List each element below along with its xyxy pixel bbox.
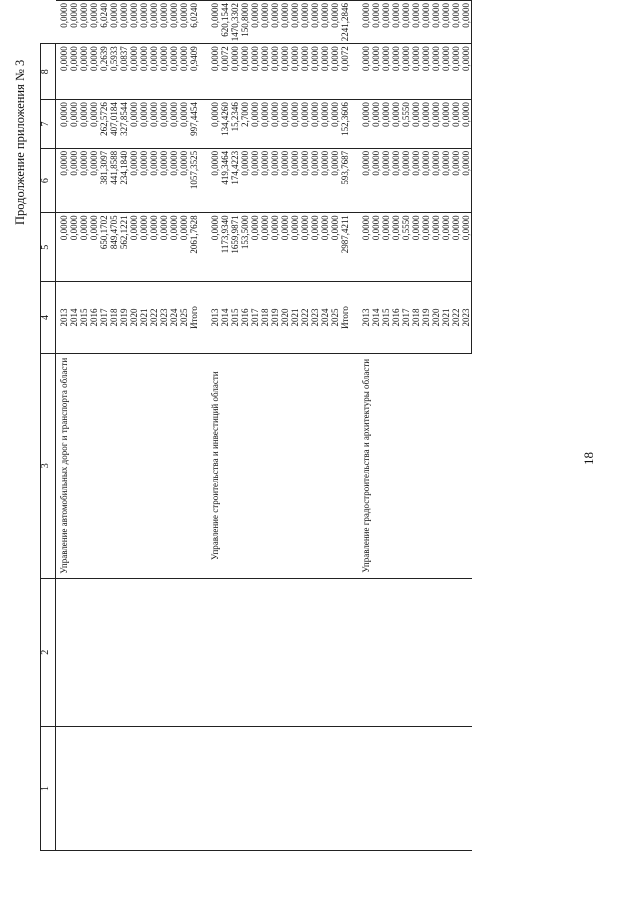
- value-cell-c7: 0,0000: [179, 44, 189, 100]
- table-row: [207, 1, 220, 851]
- organization-cell: [207, 353, 358, 578]
- year-cell: 2019: [270, 282, 280, 354]
- value-cell-c4: 0,0000: [371, 213, 381, 282]
- value-cell-c4: 0,0000: [149, 213, 159, 282]
- value-cell-c5: 0,0000: [381, 148, 391, 212]
- value-cell-c8: 0,0000: [159, 1, 169, 44]
- value-cell-c7: 0,0000: [280, 44, 290, 100]
- organization-cell: [358, 353, 472, 578]
- year-cell: 2015: [79, 282, 89, 354]
- value-cell-c7: 0,0000: [149, 44, 159, 100]
- value-cell-c4: 0,0000: [391, 213, 401, 282]
- value-cell-c6: 0,0000: [56, 100, 70, 149]
- year-cell: 2019: [119, 282, 129, 354]
- value-cell-c7: 0,0000: [391, 44, 401, 100]
- col-2-cell: [358, 578, 472, 726]
- value-cell-c6: 0,0000: [441, 100, 451, 149]
- year-cell: 2016: [240, 282, 250, 354]
- year-cell: 2020: [280, 282, 290, 354]
- col-1-cell: [358, 726, 472, 850]
- value-cell-c8: 2241,2846: [340, 1, 358, 44]
- value-cell-c5: 0,0000: [401, 148, 411, 212]
- page-number: 18: [581, 452, 596, 465]
- value-cell-c6: 0,0000: [139, 100, 149, 149]
- value-cell-c4: 0,0000: [56, 213, 70, 282]
- value-cell-c6: 0,5550: [401, 100, 411, 149]
- value-cell-c8: 6,0240: [99, 1, 109, 44]
- value-cell-c8: 0,0000: [260, 1, 270, 44]
- value-cell-c7: 0,0000: [358, 44, 371, 100]
- value-cell-c5: 593,7687: [340, 148, 358, 212]
- value-cell-c4: 0,0000: [129, 213, 139, 282]
- value-cell-c8: 0,0000: [431, 1, 441, 44]
- value-cell-c8: 0,0000: [79, 1, 89, 44]
- value-cell-c6: 0,0000: [179, 100, 189, 149]
- value-cell-c6: 0,0000: [159, 100, 169, 149]
- value-cell-c4: 0,0000: [69, 213, 79, 282]
- value-cell-c4: 0,0000: [421, 213, 431, 282]
- value-cell-c6: 0,0000: [371, 100, 381, 149]
- year-cell: 2023: [461, 282, 472, 354]
- value-cell-c6: 0,0000: [79, 100, 89, 149]
- value-cell-c5: 0,0000: [179, 148, 189, 212]
- year-cell: Итого: [189, 282, 207, 354]
- value-cell-c5: 0,0000: [260, 148, 270, 212]
- value-cell-c6: 0,0000: [381, 100, 391, 149]
- year-cell: 2017: [250, 282, 260, 354]
- value-cell-c8: 0,0000: [149, 1, 159, 44]
- value-cell-c7: 0,0000: [401, 44, 411, 100]
- value-cell-c5: 0,0000: [89, 148, 99, 212]
- year-cell: 2014: [69, 282, 79, 354]
- organization-name: Управление строительства и инвестиций области: [210, 371, 220, 561]
- value-cell-c6: 0,0000: [391, 100, 401, 149]
- value-cell-c6: 0,0000: [330, 100, 340, 149]
- value-cell-c8: 0,0000: [207, 1, 220, 44]
- value-cell-c8: 0,0000: [169, 1, 179, 44]
- year-cell: Итого: [340, 282, 358, 354]
- column-number: 5: [41, 213, 56, 282]
- value-cell-c6: 0,0000: [250, 100, 260, 149]
- value-cell-c7: 0,0000: [381, 44, 391, 100]
- value-cell-c7: 0,0000: [461, 44, 472, 100]
- value-cell-c6: 0,0000: [411, 100, 421, 149]
- value-cell-c4: 0,0000: [461, 213, 472, 282]
- value-cell-c6: 0,0000: [290, 100, 300, 149]
- value-cell-c6: 0,0000: [89, 100, 99, 149]
- value-cell-c4: 0,0000: [207, 213, 220, 282]
- value-cell-c8: 0,0000: [451, 1, 461, 44]
- value-cell-c8: 0,0000: [290, 1, 300, 44]
- value-cell-c7: 0,0000: [411, 44, 421, 100]
- value-cell-c6: 0,0000: [129, 100, 139, 149]
- value-cell-c4: 2987,4211: [340, 213, 358, 282]
- value-cell-c7: 0,0000: [69, 44, 79, 100]
- value-cell-c5: 0,0000: [159, 148, 169, 212]
- column-number: 7: [41, 100, 56, 149]
- year-cell: 2018: [411, 282, 421, 354]
- value-cell-c5: 0,0000: [391, 148, 401, 212]
- value-cell-c8: 0,0000: [310, 1, 320, 44]
- value-cell-c4: 0,0000: [260, 213, 270, 282]
- value-cell-c5: 234,1840: [119, 148, 129, 212]
- value-cell-c8: 0,0000: [300, 1, 310, 44]
- value-cell-c7: 0,0000: [230, 44, 240, 100]
- value-cell-c5: 0,0000: [330, 148, 340, 212]
- value-cell-c6: 0,0000: [280, 100, 290, 149]
- value-cell-c4: 0,0000: [250, 213, 260, 282]
- column-number: 1: [41, 726, 56, 850]
- year-cell: 2013: [358, 282, 371, 354]
- organization-name: Управление градостроительства и архитектуры области: [361, 358, 371, 573]
- column-number: 3: [41, 353, 56, 578]
- value-cell-c8: 0,0000: [411, 1, 421, 44]
- value-cell-c4: 0,0000: [431, 213, 441, 282]
- value-cell-c7: 0,0000: [139, 44, 149, 100]
- value-cell-c5: 0,0000: [461, 148, 472, 212]
- value-cell-c8: 0,0000: [371, 1, 381, 44]
- value-cell-c6: 0,0000: [69, 100, 79, 149]
- value-cell-c6: 0,0000: [310, 100, 320, 149]
- value-cell-c5: 0,0000: [310, 148, 320, 212]
- col-2-cell: [207, 578, 358, 726]
- value-cell-c5: 0,0000: [149, 148, 159, 212]
- value-cell-c8: 0,0000: [320, 1, 330, 44]
- value-cell-c4: 0,0000: [411, 213, 421, 282]
- value-cell-c7: 0,0000: [129, 44, 139, 100]
- year-cell: 2023: [159, 282, 169, 354]
- value-cell-c5: 0,0000: [290, 148, 300, 212]
- year-cell: 2021: [139, 282, 149, 354]
- organization-group: [56, 1, 208, 851]
- value-cell-c6: 0,0000: [169, 100, 179, 149]
- value-cell-c4: 0,0000: [169, 213, 179, 282]
- value-cell-c8: 0,0000: [358, 1, 371, 44]
- value-cell-c5: 0,0000: [139, 148, 149, 212]
- value-cell-c5: 441,8588: [109, 148, 119, 212]
- value-cell-c5: 0,0000: [250, 148, 260, 212]
- value-cell-c7: 0,0000: [431, 44, 441, 100]
- year-cell: 2017: [99, 282, 109, 354]
- value-cell-c4: 0,0000: [381, 213, 391, 282]
- value-cell-c7: 0,0000: [290, 44, 300, 100]
- value-cell-c4: 0,0000: [310, 213, 320, 282]
- year-cell: 2013: [207, 282, 220, 354]
- value-cell-c4: 0,0000: [451, 213, 461, 282]
- value-cell-c5: 0,0000: [320, 148, 330, 212]
- value-cell-c8: 0,0000: [401, 1, 411, 44]
- value-cell-c8: 0,0000: [270, 1, 280, 44]
- value-cell-c6: 0,0000: [431, 100, 441, 149]
- year-cell: 2017: [401, 282, 411, 354]
- value-cell-c6: 997,4454: [189, 100, 207, 149]
- value-cell-c8: 0,0000: [391, 1, 401, 44]
- value-cell-c6: 407,0184: [109, 100, 119, 149]
- year-cell: 2022: [300, 282, 310, 354]
- value-cell-c6: 0,0000: [270, 100, 280, 149]
- year-cell: 2025: [330, 282, 340, 354]
- value-cell-c8: 0,0000: [69, 1, 79, 44]
- value-cell-c7: 0,0000: [260, 44, 270, 100]
- value-cell-c7: 0,2639: [99, 44, 109, 100]
- value-cell-c6: 0,0000: [358, 100, 371, 149]
- table-row: [56, 1, 70, 851]
- value-cell-c6: 0,0000: [300, 100, 310, 149]
- value-cell-c4: 0,0000: [280, 213, 290, 282]
- value-cell-c5: 0,0000: [270, 148, 280, 212]
- table-row: [358, 1, 371, 851]
- value-cell-c7: 0,0837: [119, 44, 129, 100]
- column-number: 8: [41, 44, 56, 100]
- value-cell-c4: 0,0000: [358, 213, 371, 282]
- value-cell-c4: 2061,7628: [189, 213, 207, 282]
- value-cell-c6: 0,0000: [421, 100, 431, 149]
- col-2-cell: [56, 578, 208, 726]
- value-cell-c4: 0,0000: [139, 213, 149, 282]
- value-cell-c7: 0,0000: [250, 44, 260, 100]
- value-cell-c7: 0,0000: [320, 44, 330, 100]
- organization-group: [358, 1, 472, 851]
- value-cell-c8: 0,0000: [89, 1, 99, 44]
- year-cell: 2024: [320, 282, 330, 354]
- value-cell-c7: 0,0000: [300, 44, 310, 100]
- organization-cell: [56, 353, 208, 578]
- value-cell-c4: 0,0000: [300, 213, 310, 282]
- value-cell-c8: 0,0000: [129, 1, 139, 44]
- value-cell-c5: 0,0000: [207, 148, 220, 212]
- value-cell-c5: 0,0000: [169, 148, 179, 212]
- value-cell-c6: 152,3606: [340, 100, 358, 149]
- value-cell-c5: 419,3464: [220, 148, 230, 212]
- value-cell-c7: 0,0000: [451, 44, 461, 100]
- column-number: 4: [41, 282, 56, 354]
- value-cell-c8: 1470,3302: [230, 1, 240, 44]
- value-cell-c6: 0,0000: [207, 100, 220, 149]
- value-cell-c6: 134,4260: [220, 100, 230, 149]
- value-cell-c8: 0,0000: [250, 1, 260, 44]
- value-cell-c4: 0,0000: [290, 213, 300, 282]
- value-cell-c6: 0,0000: [149, 100, 159, 149]
- value-cell-c5: 0,0000: [431, 148, 441, 212]
- year-cell: 2015: [230, 282, 240, 354]
- value-cell-c8: 150,8000: [240, 1, 250, 44]
- value-cell-c5: 381,3097: [99, 148, 109, 212]
- value-cell-c8: 0,0000: [330, 1, 340, 44]
- column-number-row: [41, 1, 56, 851]
- value-cell-c4: 650,1702: [99, 213, 109, 282]
- value-cell-c4: 0,0000: [270, 213, 280, 282]
- value-cell-c7: 0,0000: [330, 44, 340, 100]
- value-cell-c7: 0,0000: [270, 44, 280, 100]
- value-cell-c4: 0,0000: [89, 213, 99, 282]
- value-cell-c7: 0,9409: [189, 44, 207, 100]
- column-number: 2: [41, 578, 56, 726]
- value-cell-c4: 0,0000: [79, 213, 89, 282]
- value-cell-c7: 0,0000: [240, 44, 250, 100]
- value-cell-c4: 849,4705: [109, 213, 119, 282]
- organization-name: Управление автомобильных дорог и транспорта области: [59, 357, 69, 574]
- year-cell: 2021: [441, 282, 451, 354]
- value-cell-c8: 0,0000: [421, 1, 431, 44]
- year-cell: 2016: [89, 282, 99, 354]
- column-number: 6: [41, 148, 56, 212]
- year-cell: 2022: [451, 282, 461, 354]
- value-cell-c5: 0,0000: [411, 148, 421, 212]
- value-cell-c8: 0,0000: [109, 1, 119, 44]
- value-cell-c4: 0,0000: [159, 213, 169, 282]
- year-cell: 2018: [260, 282, 270, 354]
- value-cell-c5: 0,0000: [280, 148, 290, 212]
- year-cell: 2016: [391, 282, 401, 354]
- year-cell: 2019: [421, 282, 431, 354]
- value-cell-c6: 0,0000: [461, 100, 472, 149]
- year-cell: 2014: [220, 282, 230, 354]
- value-cell-c8: 620,1544: [220, 1, 230, 44]
- value-cell-c8: 0,0000: [179, 1, 189, 44]
- value-cell-c7: 0,0000: [89, 44, 99, 100]
- year-cell: 2023: [310, 282, 320, 354]
- value-cell-c7: 0,0000: [169, 44, 179, 100]
- year-cell: 2013: [56, 282, 70, 354]
- value-cell-c8: 0,0000: [119, 1, 129, 44]
- value-cell-c8: 0,0000: [280, 1, 290, 44]
- value-cell-c5: 0,0000: [421, 148, 431, 212]
- appendix-title: Продолжение приложения № 3: [13, 59, 27, 225]
- value-cell-c7: 0,0000: [56, 44, 70, 100]
- value-cell-c7: 0,0000: [310, 44, 320, 100]
- value-cell-c7: 0,0000: [159, 44, 169, 100]
- col-1-cell: [56, 726, 208, 850]
- value-cell-c8: 6,0240: [189, 1, 207, 44]
- value-cell-c7: 0,0000: [441, 44, 451, 100]
- year-cell: 2015: [381, 282, 391, 354]
- organization-group: [207, 1, 358, 851]
- value-cell-c5: 0,0000: [358, 148, 371, 212]
- value-cell-c5: 0,0000: [56, 148, 70, 212]
- value-cell-c5: 0,0000: [451, 148, 461, 212]
- value-cell-c4: 0,0000: [320, 213, 330, 282]
- value-cell-c4: 0,5550: [401, 213, 411, 282]
- year-cell: 2022: [149, 282, 159, 354]
- value-cell-c6: 2,7000: [240, 100, 250, 149]
- year-cell: 2020: [129, 282, 139, 354]
- year-cell: 2014: [371, 282, 381, 354]
- value-cell-c8: 0,0000: [56, 1, 70, 44]
- value-cell-c4: 1659,9871: [230, 213, 240, 282]
- value-cell-c5: 174,4223: [230, 148, 240, 212]
- value-cell-c4: 1173,9340: [220, 213, 230, 282]
- value-cell-c8: 0,0000: [139, 1, 149, 44]
- value-cell-c5: 0,0000: [300, 148, 310, 212]
- value-cell-c4: 0,0000: [179, 213, 189, 282]
- value-cell-c5: 1057,3525: [189, 148, 207, 212]
- year-cell: 2025: [179, 282, 189, 354]
- value-cell-c7: 0,0072: [220, 44, 230, 100]
- year-cell: 2018: [109, 282, 119, 354]
- value-cell-c5: 0,0000: [129, 148, 139, 212]
- value-cell-c8: 0,0000: [381, 1, 391, 44]
- value-cell-c6: 15,2346: [230, 100, 240, 149]
- year-cell: 2020: [431, 282, 441, 354]
- value-cell-c5: 0,0000: [79, 148, 89, 212]
- value-cell-c7: 0,0000: [421, 44, 431, 100]
- value-cell-c7: 0,0000: [79, 44, 89, 100]
- value-cell-c5: 0,0000: [371, 148, 381, 212]
- value-cell-c7: 0,0000: [207, 44, 220, 100]
- value-cell-c5: 0,0000: [69, 148, 79, 212]
- value-cell-c4: 0,0000: [441, 213, 451, 282]
- value-cell-c4: 562,1221: [119, 213, 129, 282]
- year-cell: 2024: [169, 282, 179, 354]
- value-cell-c6: 0,0000: [320, 100, 330, 149]
- value-cell-c6: 327,8544: [119, 100, 129, 149]
- value-cell-c4: 153,5000: [240, 213, 250, 282]
- value-cell-c7: 0,5933: [109, 44, 119, 100]
- budget-table: [40, 0, 472, 851]
- col-1-cell: [207, 726, 358, 850]
- value-cell-c5: 0,0000: [441, 148, 451, 212]
- value-cell-c8: 0,0000: [461, 1, 472, 44]
- value-cell-c8: 0,0000: [441, 1, 451, 44]
- year-cell: 2021: [290, 282, 300, 354]
- value-cell-c6: 0,0000: [451, 100, 461, 149]
- value-cell-c4: 0,0000: [330, 213, 340, 282]
- value-cell-c7: 0,0072: [340, 44, 358, 100]
- value-cell-c6: 262,5726: [99, 100, 109, 149]
- value-cell-c7: 0,0000: [371, 44, 381, 100]
- value-cell-c6: 0,0000: [260, 100, 270, 149]
- value-cell-c5: 0,0000: [240, 148, 250, 212]
